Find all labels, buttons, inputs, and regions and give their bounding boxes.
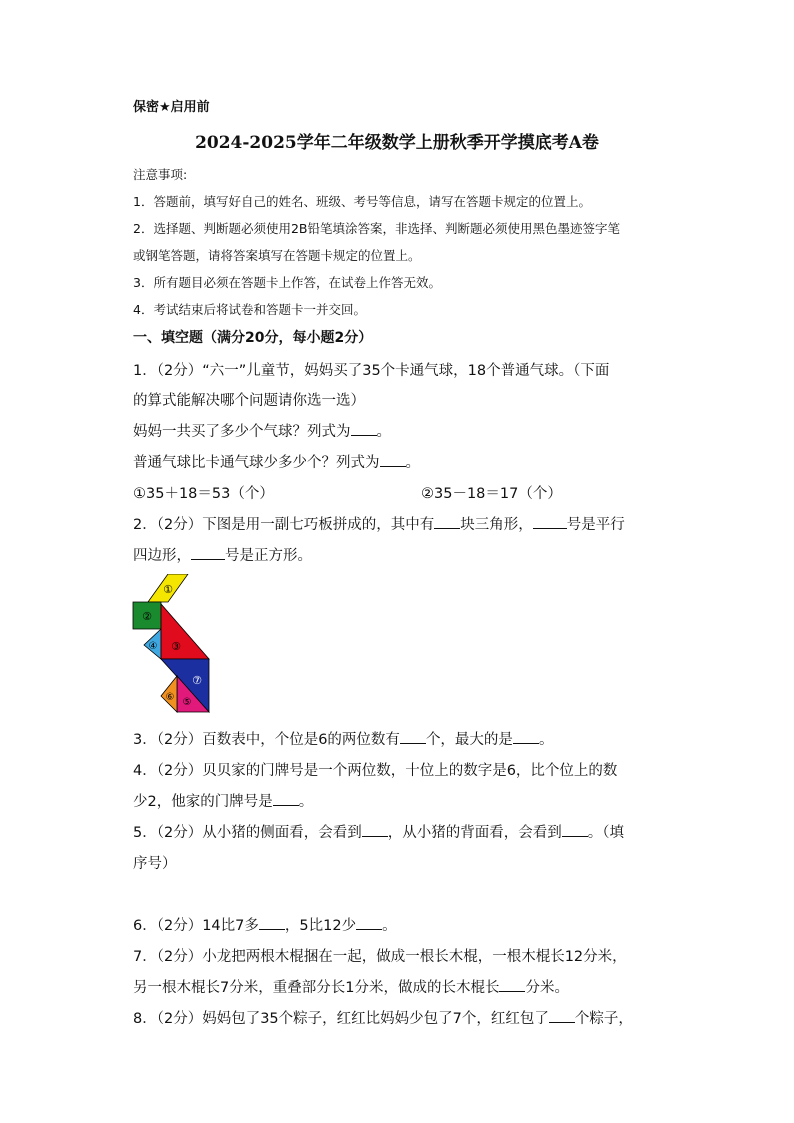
answer-blank[interactable]	[273, 793, 299, 806]
piece-label-4: ④	[148, 641, 158, 652]
piece-label-7: ⑦	[192, 674, 202, 687]
question-1-line-1: 1．（2分）“六一”儿童节，妈妈买了35个卡通气球，18个普通气球。（下面	[133, 363, 610, 379]
question-4-line-1: 4．（2分）贝贝家的门牌号是一个两位数，十位上的数字是6，比个位上的数	[133, 763, 618, 779]
q6-text-b: ，5比12少	[284, 918, 357, 934]
question-7-line-2	[133, 976, 569, 997]
note-item-1: 1．答题前，填写好自己的姓名、班级、考号等信息，请写在答题卡规定的位置上。	[133, 194, 591, 209]
answer-blank[interactable]	[562, 824, 588, 837]
answer-blank[interactable]	[513, 731, 539, 744]
q1-text-b: 。	[376, 424, 391, 440]
q6-text-c: 。	[382, 918, 397, 934]
q5-text-c: 。（填	[587, 825, 624, 841]
answer-blank[interactable]	[362, 824, 388, 837]
answer-blank[interactable]	[533, 516, 567, 529]
q7-text-a: 另一根木棍长7分米，重叠部分长1分米，做成的长木棍长	[133, 980, 500, 996]
q3-text-c: 。	[538, 732, 554, 748]
answer-blank[interactable]	[356, 917, 382, 930]
answer-blank[interactable]	[434, 516, 460, 529]
q6-text-a: 6．（2分）14比7多	[133, 918, 259, 934]
q4-text-b: 。	[298, 794, 314, 810]
q8-text-a: 8．（2分）妈妈包了35个粽子，红红比妈妈少包了7个，红红包了	[133, 1011, 549, 1027]
q7-text-b: 分米。	[525, 980, 569, 996]
answer-blank[interactable]	[259, 917, 285, 930]
q2-text-d: 四边形，	[133, 548, 191, 564]
answer-blank[interactable]	[191, 547, 225, 560]
question-1-option-2: ②35－18＝17（个）	[421, 486, 562, 502]
note-item-4: 4．考试结束后将试卷和答题卡一并交回。	[133, 302, 366, 317]
piece-label-6: ⑥	[165, 692, 175, 703]
q2-text-c: 号是平行	[566, 517, 625, 533]
q3-text-a: 3．（2分）百数表中，个位是6的两位数有	[133, 732, 400, 748]
piece-label-3: ③	[171, 640, 181, 653]
piece-label-5: ⑤	[182, 697, 192, 708]
tangram-figure	[130, 574, 214, 714]
question-2-line-2	[133, 544, 312, 565]
answer-blank[interactable]	[351, 423, 377, 436]
question-5-line-1	[133, 821, 624, 842]
answer-blank[interactable]	[499, 979, 525, 992]
question-1-line-4	[133, 451, 420, 472]
question-1-line-3	[133, 420, 391, 441]
answer-blank[interactable]	[400, 731, 426, 744]
question-7-line-1: 7．（2分）小龙把两根木棍捆在一起，做成一根长木棍，一根木棍长12分米，	[133, 949, 627, 965]
note-item-2b: 或钢笔答题，请将答案填写在答题卡规定的位置上。	[133, 248, 421, 263]
question-5-line-2: 序号）	[133, 856, 177, 872]
piece-label-1: ①	[163, 583, 173, 596]
q1-text-a: 妈妈一共买了多少个气球？列式为	[133, 424, 351, 440]
confidential-label: 保密★启用前	[133, 100, 210, 115]
q1-text-c: 普通气球比卡通气球少多少个？列式为	[133, 455, 380, 471]
note-item-3: 3．所有题目必须在答题卡上作答，在试卷上作答无效。	[133, 275, 441, 290]
q4-text-a: 少2，他家的门牌号是	[133, 794, 273, 810]
question-4-line-2	[133, 790, 313, 811]
q5-text-b: ，从小猪的背面看，会看到	[387, 825, 562, 841]
exam-title: 2024-2025学年二年级数学上册秋季开学摸底考A卷	[195, 133, 599, 153]
question-1-option-1: ①35＋18＝53（个）	[133, 486, 274, 502]
answer-blank[interactable]	[380, 454, 406, 467]
piece-label-2: ②	[142, 610, 152, 623]
section-heading: 一、填空题（满分20分，每小题2分）	[133, 330, 373, 346]
notes-heading: 注意事项:	[133, 167, 188, 182]
q2-text-e: 号是正方形。	[225, 548, 312, 564]
q5-text-a: 5．（2分）从小猪的侧面看，会看到	[133, 825, 362, 841]
answer-blank[interactable]	[549, 1010, 575, 1023]
question-6	[133, 914, 397, 935]
q2-text-a: 2．（2分）下图是用一副七巧板拼成的，其中有	[133, 517, 435, 533]
q8-text-b: 个粽子，	[574, 1011, 633, 1027]
q1-text-d: 。	[405, 455, 420, 471]
question-8	[133, 1007, 633, 1028]
q3-text-b: 个，最大的是	[425, 732, 513, 748]
tangram-piece-3	[161, 604, 209, 659]
question-2-line-1	[133, 513, 625, 534]
question-3	[133, 728, 553, 749]
q2-text-b: 块三角形，	[460, 517, 533, 533]
question-1-line-2: 的算式能解决哪个问题请你选一选）	[133, 393, 365, 409]
note-item-2a: 2．选择题、判断题必须使用2B铅笔填涂答案，非选择、判断题必须使用黑色墨迹签字笔	[133, 221, 620, 236]
